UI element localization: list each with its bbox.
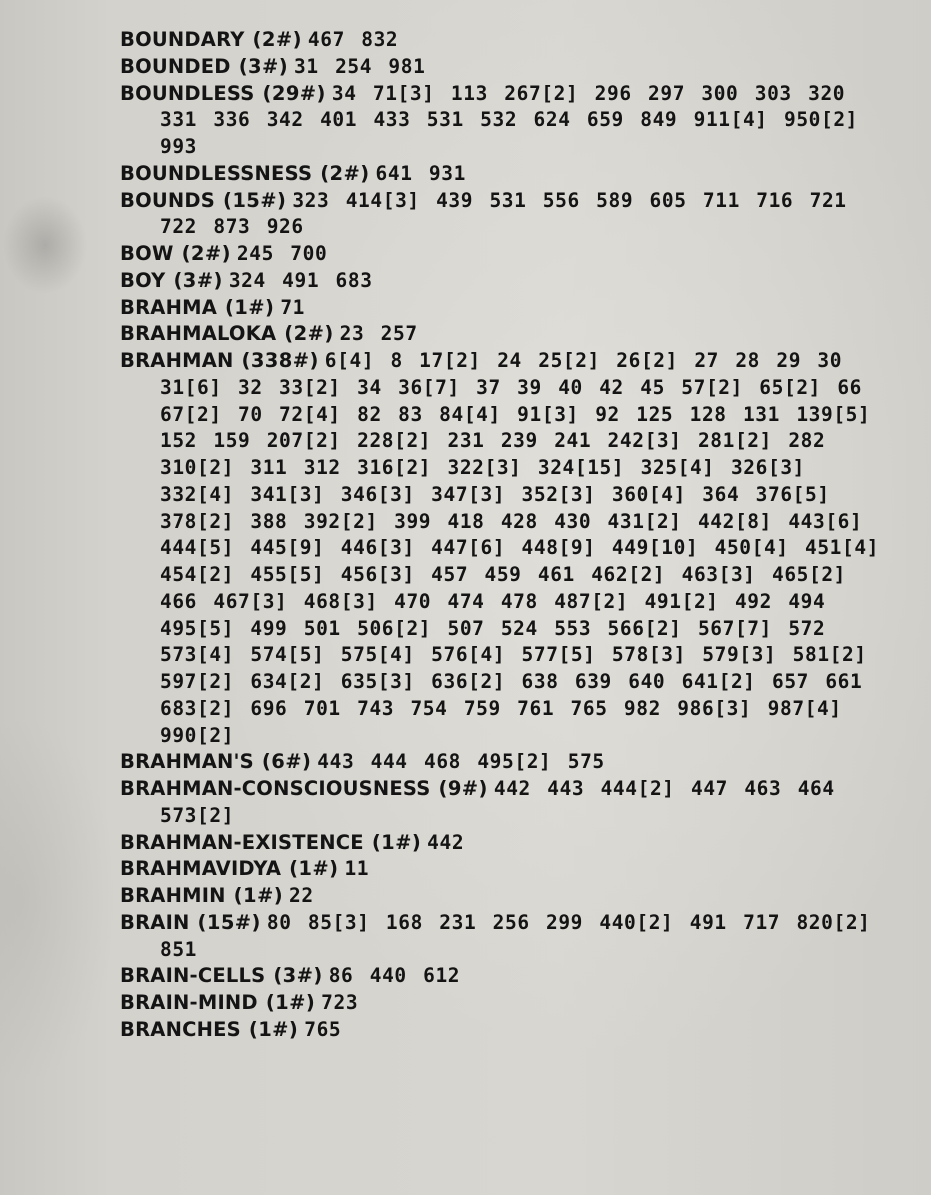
index-term: BRAHMAN-CONSCIOUSNESS	[120, 777, 431, 800]
occurrence-count: (1#)	[371, 830, 422, 854]
occurrence-count: (9#)	[438, 777, 488, 800]
page-references: 245 700	[236, 242, 328, 265]
index-term: BOUNDLESSNESS	[120, 161, 313, 185]
index-entry	[120, 161, 880, 188]
occurrence-count: (15#)	[223, 188, 287, 212]
index-entry	[120, 963, 880, 990]
index-entry	[120, 776, 880, 830]
occurrence-count: (3#)	[173, 268, 223, 292]
index-term: BOW	[120, 242, 174, 265]
index-term: BOUNDARY	[120, 28, 245, 51]
index-term: BOUNDS	[120, 188, 216, 212]
occurrence-count: (2#)	[284, 322, 334, 346]
index-entry	[120, 1017, 880, 1044]
occurrence-count: (1#)	[233, 884, 284, 907]
page-references: 22	[289, 884, 314, 907]
page-references: 641 931	[375, 161, 466, 185]
index-term: BRAHMAN'S	[120, 750, 254, 774]
occurrence-count: (1#)	[225, 295, 275, 319]
page-references: 71	[280, 295, 306, 319]
occurrence-count: (338#)	[241, 349, 319, 372]
index-entry	[120, 348, 880, 749]
index-term: BOY	[120, 268, 166, 292]
index-term: BRAHMALOKA	[120, 322, 277, 346]
index-entry	[120, 268, 880, 295]
index-entry	[120, 321, 880, 348]
occurrence-count: (29#)	[262, 81, 326, 105]
page-references: 31 254 981	[294, 54, 426, 78]
index-entry	[120, 883, 880, 910]
index-entry	[120, 990, 880, 1017]
page-references: 467 832	[307, 28, 399, 51]
index-entry	[120, 81, 880, 161]
index-term: BRAIN	[120, 910, 190, 934]
index-term: BRAIN-MIND	[120, 991, 258, 1014]
index-entry	[120, 188, 880, 242]
occurrence-count: (2#)	[252, 28, 302, 51]
index-term: BRAHMAN-EXISTENCE	[120, 830, 364, 854]
occurrence-count: (3#)	[273, 964, 323, 988]
page-references: 6[4] 8 17[2] 24 25[2] 26[2] 27 28 29 30 31[6] 32 33[2] 34 36[7] 37 39 40 42 45 57[2] 65[2] 66 67[2] 70 72[4] 82 83 84[4] 91[3] 92 125 128 131 139[5] 152 159 207[2] 228[2] 231 239 241 242[3] 281[2] 282 310[2] 311 312 316[2] 322[3] 324[15] 325[4] 326[3] 332[4] 341[3] 346[3] 347[3] 352[3] 360[4] 364 376[5] 378[2] 388 392[2] 399 418 428 430 431[2] 442[8] 443[6] 444[5] 445[9] 446[3] 447[6] 448[9] 449[10] 450[4] 451[4] 454[2] 455[5] 456[3] 457 459 461 462[2] 463[3] 465[2] 466 467[3] 468[3] 470 474 478 487[2] 491[2] 492 494 495[5] 499 501 506[2] 507 524 553 566[2] 567[7] 572 573[4] 574[5] 575[4] 576[4] 577[5] 578[3] 579[3] 581[2] 597[2] 634[2] 635[3] 636[2] 638 639 640 641[2] 657 661 683[2] 696 701 743 754 759 761 765 982 986[3] 987[4] 990[2]	[160, 349, 880, 747]
occurrence-count: (1#)	[265, 991, 316, 1014]
index-term: BRAHMAVIDYA	[120, 857, 282, 881]
occurrence-count: (3#)	[238, 54, 289, 78]
index-term: BRANCHES	[120, 1017, 241, 1041]
index-entry	[120, 27, 880, 54]
page-references: 86 440 612	[328, 964, 461, 988]
page-references: 723	[321, 991, 359, 1014]
page-references: 11	[344, 857, 370, 881]
index-entry	[120, 856, 880, 883]
page-references: 442	[427, 830, 465, 854]
page-references: 324 491 683	[228, 268, 373, 292]
page-references: 442 443 444[2] 447 463 464 573[2]	[160, 777, 835, 827]
index-entry	[120, 830, 880, 857]
index-term: BRAHMIN	[120, 884, 226, 907]
index-term: BOUNDED	[120, 54, 231, 78]
occurrence-count: (2#)	[320, 161, 370, 185]
occurrence-count: (15#)	[197, 910, 261, 934]
page-references: 765	[304, 1017, 342, 1041]
page-references: 443 444 468 495[2] 575	[317, 750, 605, 774]
page-references: 323 414[3] 439 531 556 589 605 711 716 721 722 873 926	[160, 188, 847, 239]
occurrence-count: (1#)	[248, 1017, 299, 1041]
index-entry	[120, 54, 880, 81]
index-term: BOUNDLESS	[120, 81, 255, 105]
page-references: 34 71[3] 113 267[2] 296 297 300 303 320 331 336 342 401 433 531 532 624 659 849 911[4] 950[2] 993	[160, 81, 859, 158]
index-page	[120, 27, 880, 1044]
index-entry	[120, 749, 880, 776]
index-term: BRAIN-CELLS	[120, 964, 266, 988]
index-entry	[120, 241, 880, 268]
occurrence-count: (6#)	[261, 750, 312, 774]
index-entry	[120, 910, 880, 964]
index-entry	[120, 295, 880, 322]
page-references: 80 85[3] 168 231 256 299 440[2] 491 717 820[2] 851	[160, 910, 871, 961]
index-term: BRAHMA	[120, 295, 217, 319]
occurrence-count: (2#)	[181, 242, 231, 265]
page-references: 23 257	[339, 322, 418, 346]
index-term: BRAHMAN	[120, 349, 234, 372]
occurrence-count: (1#)	[289, 857, 339, 881]
